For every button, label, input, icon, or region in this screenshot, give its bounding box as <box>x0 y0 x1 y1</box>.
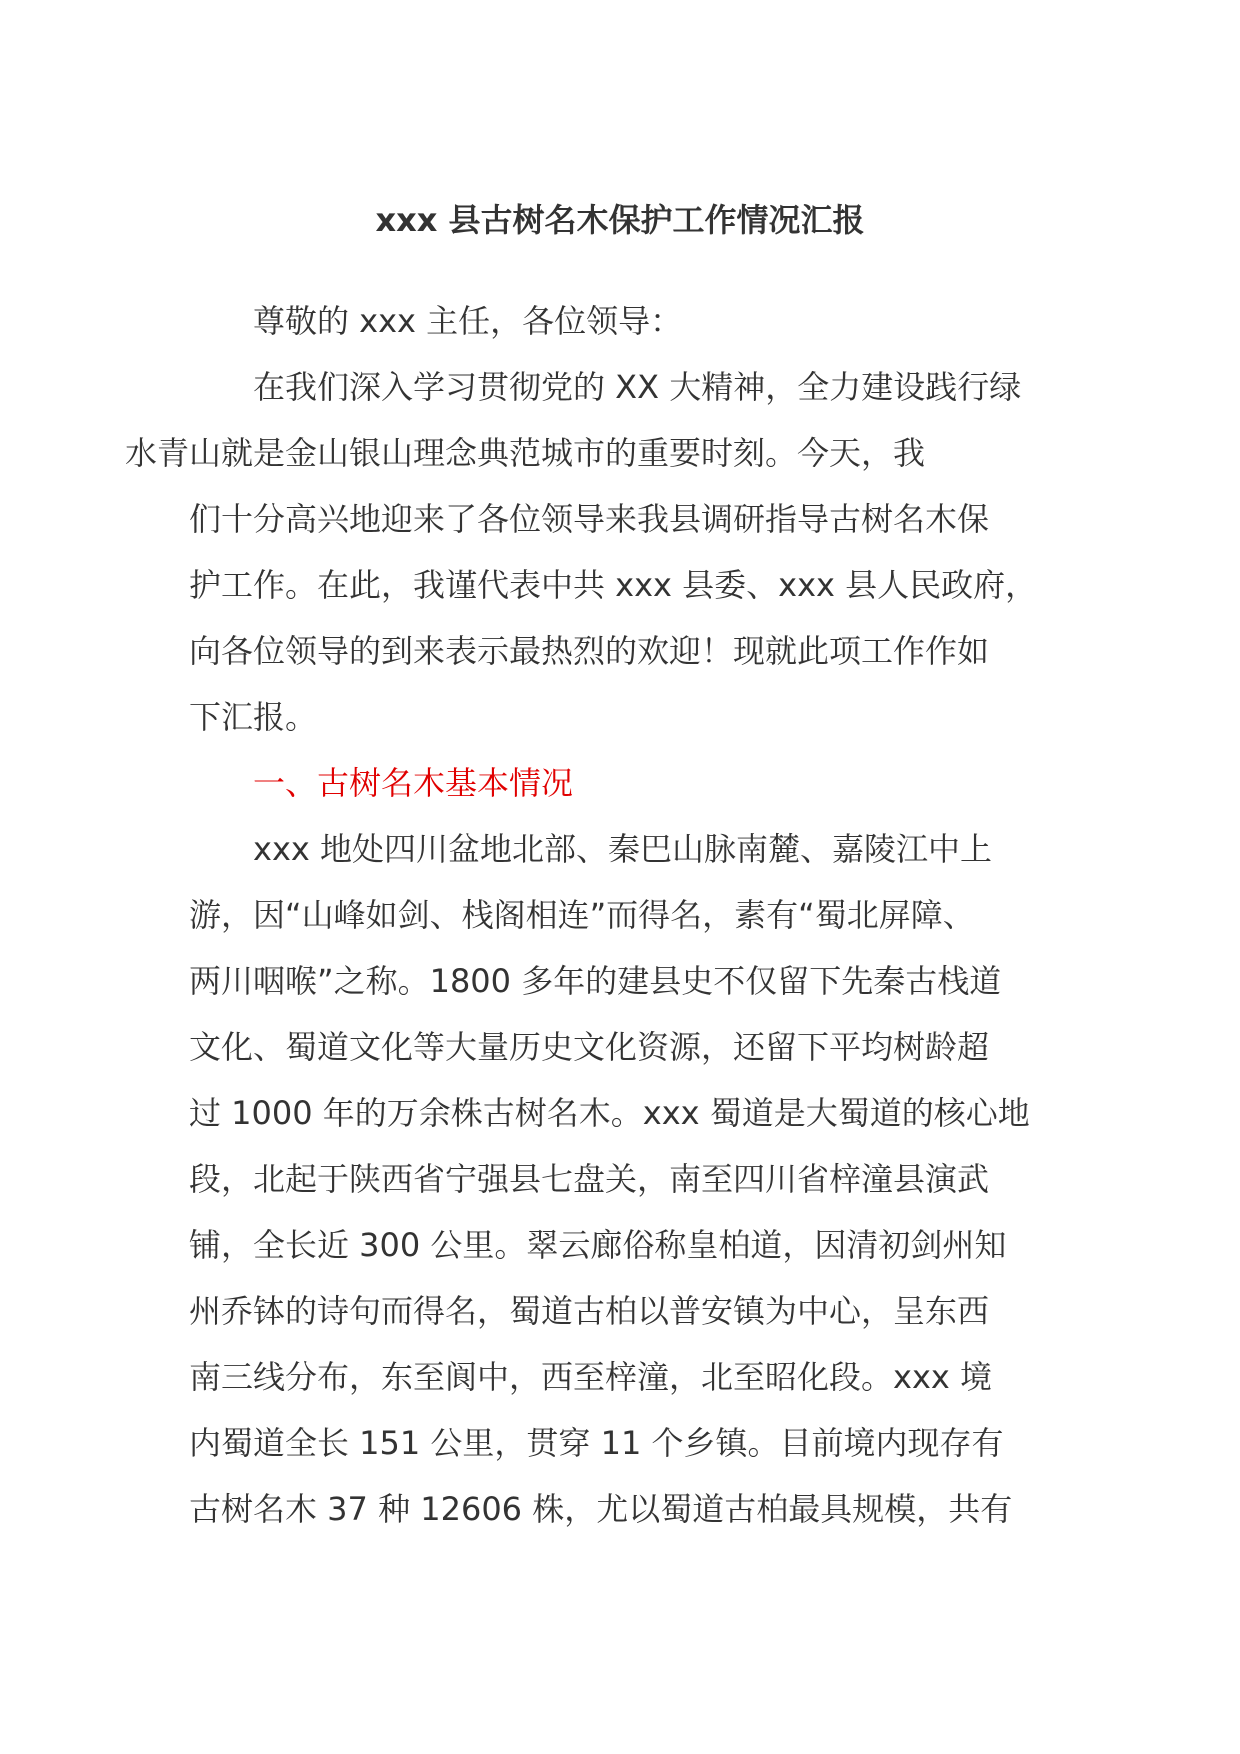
intro-line: 们十分高兴地迎来了各位领导来我县调研指导古树名木保 <box>189 500 990 538</box>
intro-line: 向各位领导的到来表示最热烈的欢迎！现就此项工作作如 <box>189 632 990 670</box>
section-line: 两川咽喉”之称。1800 多年的建县史不仅留下先秦古栈道 <box>189 962 1002 1000</box>
intro-line: 水青山就是金山银山理念典范城市的重要时刻。今天，我 <box>125 434 926 472</box>
intro-paragraph <box>125 354 1051 750</box>
section-paragraph <box>189 816 1051 1542</box>
document-body <box>125 288 1051 1542</box>
salutation-line: 尊敬的 xxx 主任，各位领导： <box>253 302 683 340</box>
intro-line: 下汇报。 <box>189 698 318 736</box>
section-line: 段，北起于陕西省宁强县七盘关，南至四川省梓潼县演武 <box>189 1160 990 1198</box>
section-heading <box>189 750 1051 816</box>
salutation <box>189 288 1051 354</box>
section-line: 文化、蜀道文化等大量历史文化资源，还留下平均树龄超 <box>189 1028 990 1066</box>
section-line: 内蜀道全长 151 公里，贯穿 11 个乡镇。目前境内现存有 <box>189 1424 1004 1462</box>
section-line: 南三线分布，东至阆中，西至梓潼，北至昭化段。xxx 境 <box>189 1358 992 1396</box>
intro-line: 在我们深入学习贯彻党的 XX 大精神，全力建设践行绿 <box>253 368 1022 406</box>
section-line: 铺，全长近 300 公里。翠云廊俗称皇柏道，因清初剑州知 <box>189 1226 1007 1264</box>
section-heading-text: 一、古树名木基本情况 <box>253 764 574 802</box>
intro-line: 护工作。在此，我谨代表中共 xxx 县委、xxx 县人民政府， <box>189 566 1038 604</box>
section-line: 游，因“山峰如剑、栈阁相连”而得名，素有“蜀北屏障、 <box>189 896 975 934</box>
section-line: 古树名木 37 种 12606 株，尤以蜀道古柏最具规模，共有 <box>189 1490 1013 1528</box>
section-line: xxx 地处四川盆地北部、秦巴山脉南麓、嘉陵江中上 <box>253 830 992 868</box>
document-title: xxx 县古树名木保护工作情况汇报 <box>375 201 865 239</box>
section-line: 过 1000 年的万余株古树名木。xxx 蜀道是大蜀道的核心地 <box>189 1094 1030 1132</box>
section-line: 州乔钵的诗句而得名，蜀道古柏以普安镇为中心，呈东西 <box>189 1292 990 1330</box>
